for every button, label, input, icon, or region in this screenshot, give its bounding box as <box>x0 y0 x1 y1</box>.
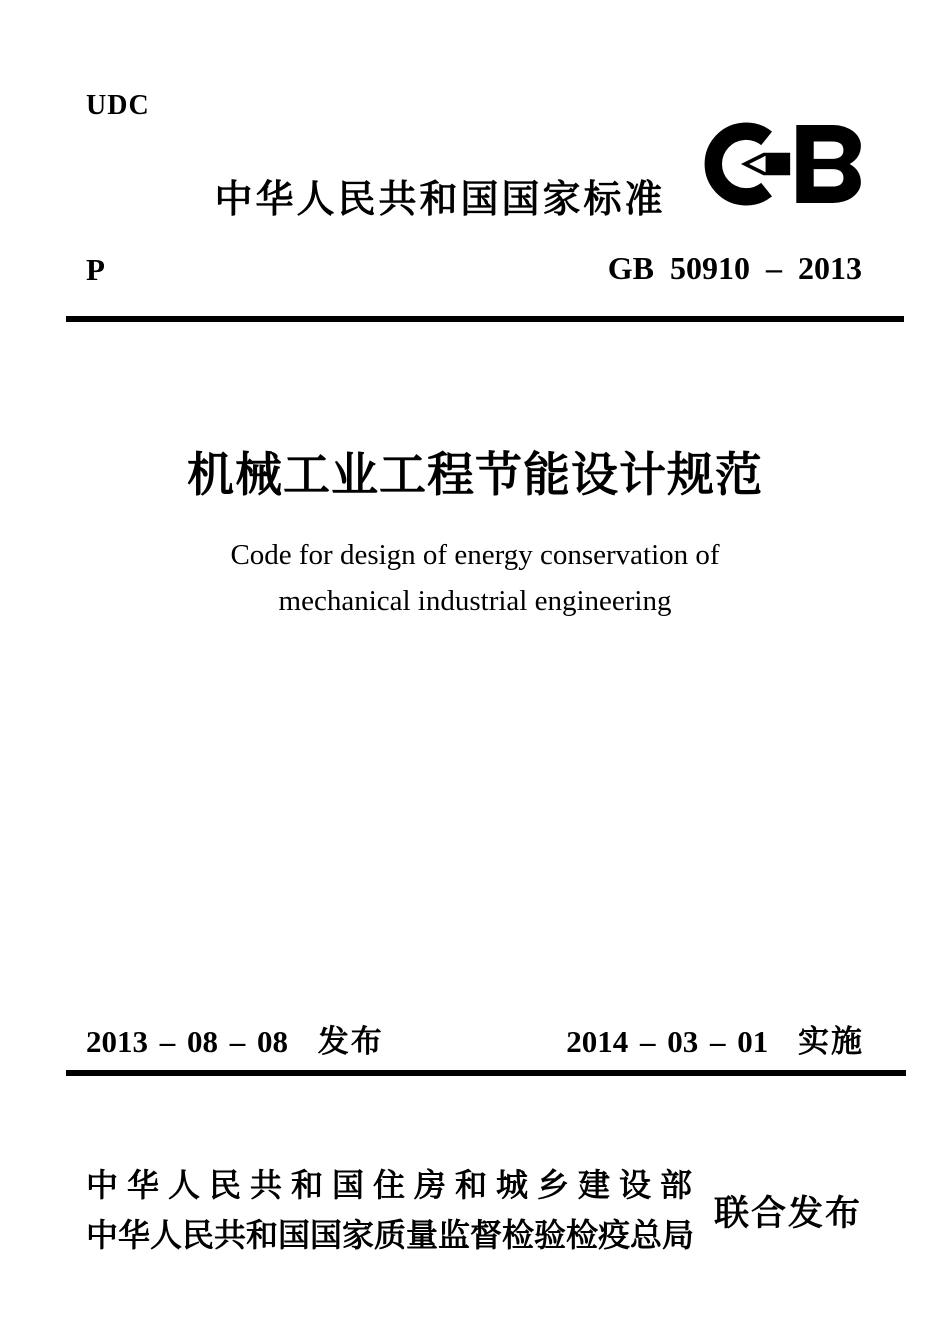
udc-label: UDC <box>86 90 150 121</box>
effective-date-row <box>566 1016 864 1061</box>
english-title-line1: Code for design of energy conservation of <box>230 539 720 571</box>
effective-date: 2014 – 03 – 01 <box>566 1024 769 1059</box>
issue-label: 发布 <box>317 1024 384 1059</box>
effective-label: 实施 <box>798 1024 864 1059</box>
classification-code: P <box>86 252 105 287</box>
publisher-line-2: 中华人民共和国国家质量监督检验检疫总局 <box>86 1217 695 1253</box>
gb-logo-icon <box>702 120 866 208</box>
national-standard-heading: 中华人民共和国国家标准 <box>214 179 666 221</box>
top-rule <box>66 316 904 322</box>
english-title-line2: mechanical industrial engineering <box>278 585 672 617</box>
publishers-block <box>86 1160 695 1260</box>
joint-publish-label: 联合发布 <box>714 1194 863 1233</box>
standard-title-chinese: 机械工业工程节能设计规范 <box>187 450 763 502</box>
standard-title-english <box>0 532 950 624</box>
issue-date: 2013 – 08 – 08 <box>86 1024 288 1059</box>
issue-date-row <box>86 1016 384 1061</box>
bottom-rule <box>66 1070 906 1076</box>
publisher-line-1: 中华人民共和国住房和城乡建设部 <box>86 1167 692 1203</box>
standard-number: GB 50910 – 2013 <box>607 250 862 286</box>
